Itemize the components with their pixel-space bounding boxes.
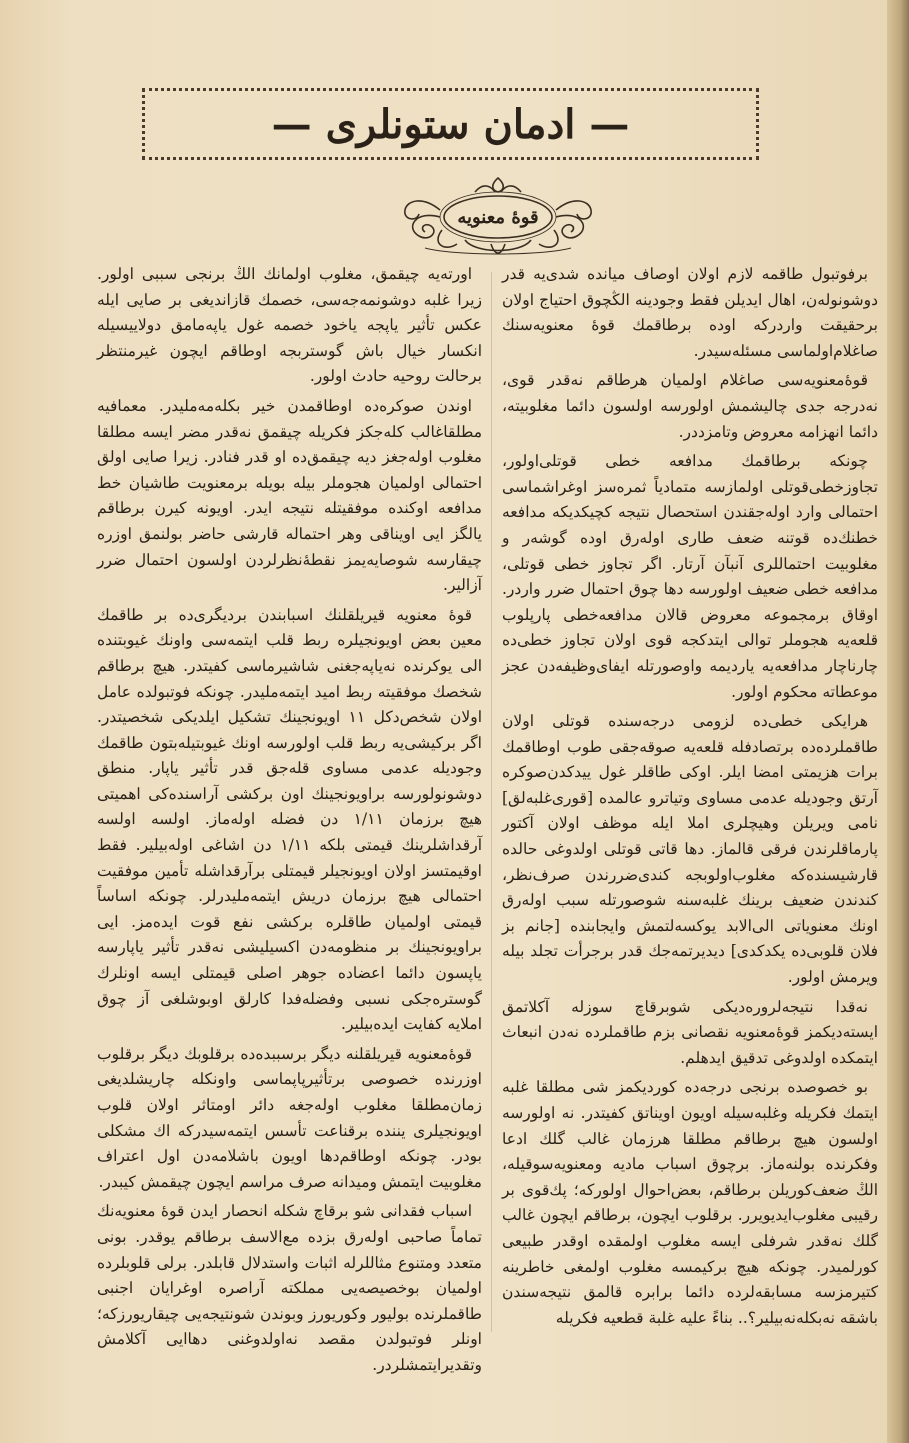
paragraph: اسباب فقدانی شو برقاچ شکله انحصار ایدن قوهٔ معنویه‌نك تماماً صاحبی اولەرق بزده مع‌الاسف برطاقم یوقدر. بونی متعدد ومتنوع مثاللرله اثبات واستدلال قابلدر. برلی قلوبلرده اولمیان بوخصیصه‌یی مملکته آراصره اوغرایان اجنبی طاقملرنده بولیور وکوریورز وبوندن شونتیجه‌یی چیقاریورزکه؛ اونلر فوتبولدن مقصد نه‌اولدوغنی دها‌ایی آکلامش وتقدیرایتمشلردر. (97, 1202, 482, 1374)
paragraph: بو خصوصده برنجی درجه‌ده کوردیکمز شی مطلقا غلبه ایتمك فکریله وغلبه‌سیله اویون اویناتق کفیتدر. نه اولورسه اولسون هیچ برطاقم مطلقا هرزمان غالب گلك ادعا وفکرنده بولنه‌ماز. برچوق اسباب مادیه ومعنویه‌سوقیله، الڭ ضعف‌کوریلن برطاقم، بعض‌احوال اولورکه؛ پك‌قوی بر رقیبی مغلوب‌ایدیویرر. برقلوب ایچون، برطاقم ایچون غالب گلك نه‌قدر شرفلی ایسه مغلوب اولمقده اوقدر طبیعی کورلمیدر. چونکه هیچ برکیمسه مغلوب اولمغی خاطرینه کتیرمزسه مسابقه‌لرده دائما برابره قالمق نتیجه‌سندن باشقه نه‌بکلەنه‌بیلیر؟.. بناءً علیه غلبة قطعیه فکریله (502, 1078, 878, 1327)
paragraph: نه‌قدا نتیجه‌لرورەدیکی شوبرقاچ سوزله آکلاتمق ایسته‌دیکمز قوهٔ‌معنویه نقصانی بزم طاقملرده نەدن انبعاث ایتمکده اولدوغی تدقیق ایدهلم. (502, 997, 878, 1067)
article-column-right (502, 262, 878, 1352)
paragraph: چونکه برطاقمك مدافعه خطی قوتلی‌اولور، تجاوزخطی‌قوتلی اولمازسه متمادیاً ثمره‌سز اوغراشماسی احتمالی وارد اوله‌جقندن استحصال نتیجه کچیکدیکه مدافعه خطنك‌ده قوتنه ضعف طاری اوله‌رق اوده گوشه‌ر و مغلوبیت احتماللری آنبآن آرتار. اگر تجاوز خطی قوتلی، مدافعه خطی ضعیف اولورسه دها چوق احتمال ضرر واردر. اوقاق برمجموعه معروض قالان مدافعه‌خطی پارپلوب قلعه‌یه هجوملر توالی ایتدکجه قوی اولان تجاوز خطی‌ده چارناچار مدافعه‌یه یاردیمه واوصورتله ایفای‌وظیفه‌دن عجز موعطاته محکوم اولور. (502, 452, 878, 701)
column-header-title: — ادمان ستونلری — (271, 100, 630, 148)
paragraph: برفوتبول طاقمه لازم اولان اوصاف میانده شدی‌یه قدر دوشونولەن، اهال ایدیلن فقط وجودینه الڭچوق احتیاج اولان برحقیقت واردرکه اوده برطاقمك قوهٔ معنویه‌سنك صاغلام‌اولماسی مسئله‌سیدر. (502, 265, 878, 360)
paragraph: قوهٔ‌معنویه‌سی صاغلام اولمیان هرطاقم نه‌قدر قوی، نه‌درجه جدی چالیشمش اولورسه اولسون دائما مغلوبیته، دائما انهزامه معروض وتامزددر. (502, 371, 878, 441)
paragraph: هرایکی خطی‌ده لزومی درجه‌سنده قوتلی اولان طاقملرده‌ده برتصادفله قلعه‌یه صوقه‌جقی طوب اوطاقمك برات هزیمتی امضا ایلر. اوکی طاقلر غول ییدکدن‌صوکره آرتق وجودیله عدمی مساوی وتیاترو عالمده [قوری‌غلبه‌لق] نامی ویریلن وهیچلری املا ایله موظف اولان آکتور پارماقلرندن فرقی قالماز. دها قاتی قوتلی اولدوغی حالده قارشیسنده‌که مغلوب‌اولوبجه کندی‌ضررندن صرف‌نظر، کندندن ضعیف برینك غلبه‌سنه شوصورتله سبب اوله‌رق اونك معنویاتی الی‌الابد یوکسه‌لتمش وایجابنده [جانم بز فلان قلوبی‌ده یکدکدی] دیدیرتمه‌جك قدر برجرأت تجلد بیله ویرمش اولور. (502, 712, 878, 987)
paragraph: قوهٔ‌معنویه قیریلقلنه دیگر برسببده‌ده برقلوبك دیگر برقلوب اوزرنده خصوصی برتأثیرپاپماسی واونکله چاریشلدیغی زمان‌مطلقا مغلوب اوله‌جغه دائر اومتاثر اولان قلوب اویونجیلری یننده برقناعت تأسس ایتمه‌سیدرکه اك مشکلی بودر. چونکه اوطاقم‌دها اویون باشلامه‌دن اول اعتراف مغلوبیت ایتمش ومیدانه صرف مراسم ایچون چیقمش کیبدر. (97, 1044, 482, 1191)
page-edge-shadow (887, 0, 909, 1443)
column-header-box (142, 88, 759, 160)
paragraph: اورته‌یه چیقمق، مغلوب اولمانك الڭ برنجی سببی اولور. زیرا غلبه دوشونمه‌جه‌سی، خصمك قازاندیغی بر صایی ایله عکس تأثیر یاپجه یاخود خصمه غول یاپەمامق دولاییسیله انکسار خیال باش گوستربجه اوطاقم ایچون غیرمنتظر برحالت روحیه حادث اولور. (97, 265, 482, 386)
article-column-left (97, 262, 482, 1374)
paragraph: اوندن صوکره‌ده اوطاقمدن خیر بکلەمەملیدر. معمافیه مطلقاغالب کله‌جکز فکریله چیقمق نه‌قدر مضر ایسه مطلقا مغلوب اوله‌جغز دیه چیقمق‌ده او قدر فنادر. زیرا صایی اولق احتمالی اولمیان هجوملر بیله بویله برمعنویت طاشیان خط مدافعه اوکنده موفقیتله نتیجه ایدر. اویونه کیرن برطاقم یالگز ایی اویناقی وهر احتماله قارشی حاضر بولنمق اوزره چیقارسه شوصایه‌یمز نقطهٔ‌نظرلردن اولسون احتمال ضرر آزالیر. (97, 396, 482, 595)
column-divider (491, 272, 492, 1332)
paragraph: قوهٔ معنویه قیریلقلنك اسبابندن بردیگری‌ده بر طاقمك معین بعض اویونجیلره ربط قلب ایتمه‌سی واونك غیوبتنده الی یوکرنده نەیاپه‌جغنی شاشیرماسی کفیتدر. هیچ برطاقم شخصك موفقیته ربط امید ایتمه‌ملیدر. چونکه فوتبولده عامل اولان شخص‌دکل ۱۱ اویونجینك تشکیل ایلدیکی شخصیتدر. اگر برکیشی‌یه ربط قلب اولورسه اونك غیوبتیله‌بتون طاقمك وجودیله عدمی مساوی قله‌جق قدر تأثیر یاپار. منطق دوشونولورسه براویونجینك اون برکشی آراسنده‌کی اهمیتی هیچ برزمان ۱/۱۱ دن فضله اوله‌ماز. اولسه اولسه آرقداشلرینك قیمتی بلکه ۱/۱۱ دن اشاغی اوله‌بیلیر. فقط اوقیمتسز اولان اویونجیلر قیمتلی برآرقداشله تأمین موفقیت احتمالی هیچ برزمان دریش ایتمه‌ملیدرلر. چونکه اساساً قیمتی اولمیان طاقلره برکشی نفع قوت ایده‌مز. ایی براویونجینك بر منظومه‌دن اکسیلیشی نه‌قدر تأثیر یاپارسه یاپسون دائما اعضاده جوهر اصلی قیمتلی ایسه اونلرك گوستره‌جکی نسبی وفضله‌فدا کارلق اوبوشلغی آز چوق املایه کفایت ایده‌بیلیر. (97, 605, 482, 1034)
article-subtitle: قوهٔ معنویه (457, 206, 539, 228)
